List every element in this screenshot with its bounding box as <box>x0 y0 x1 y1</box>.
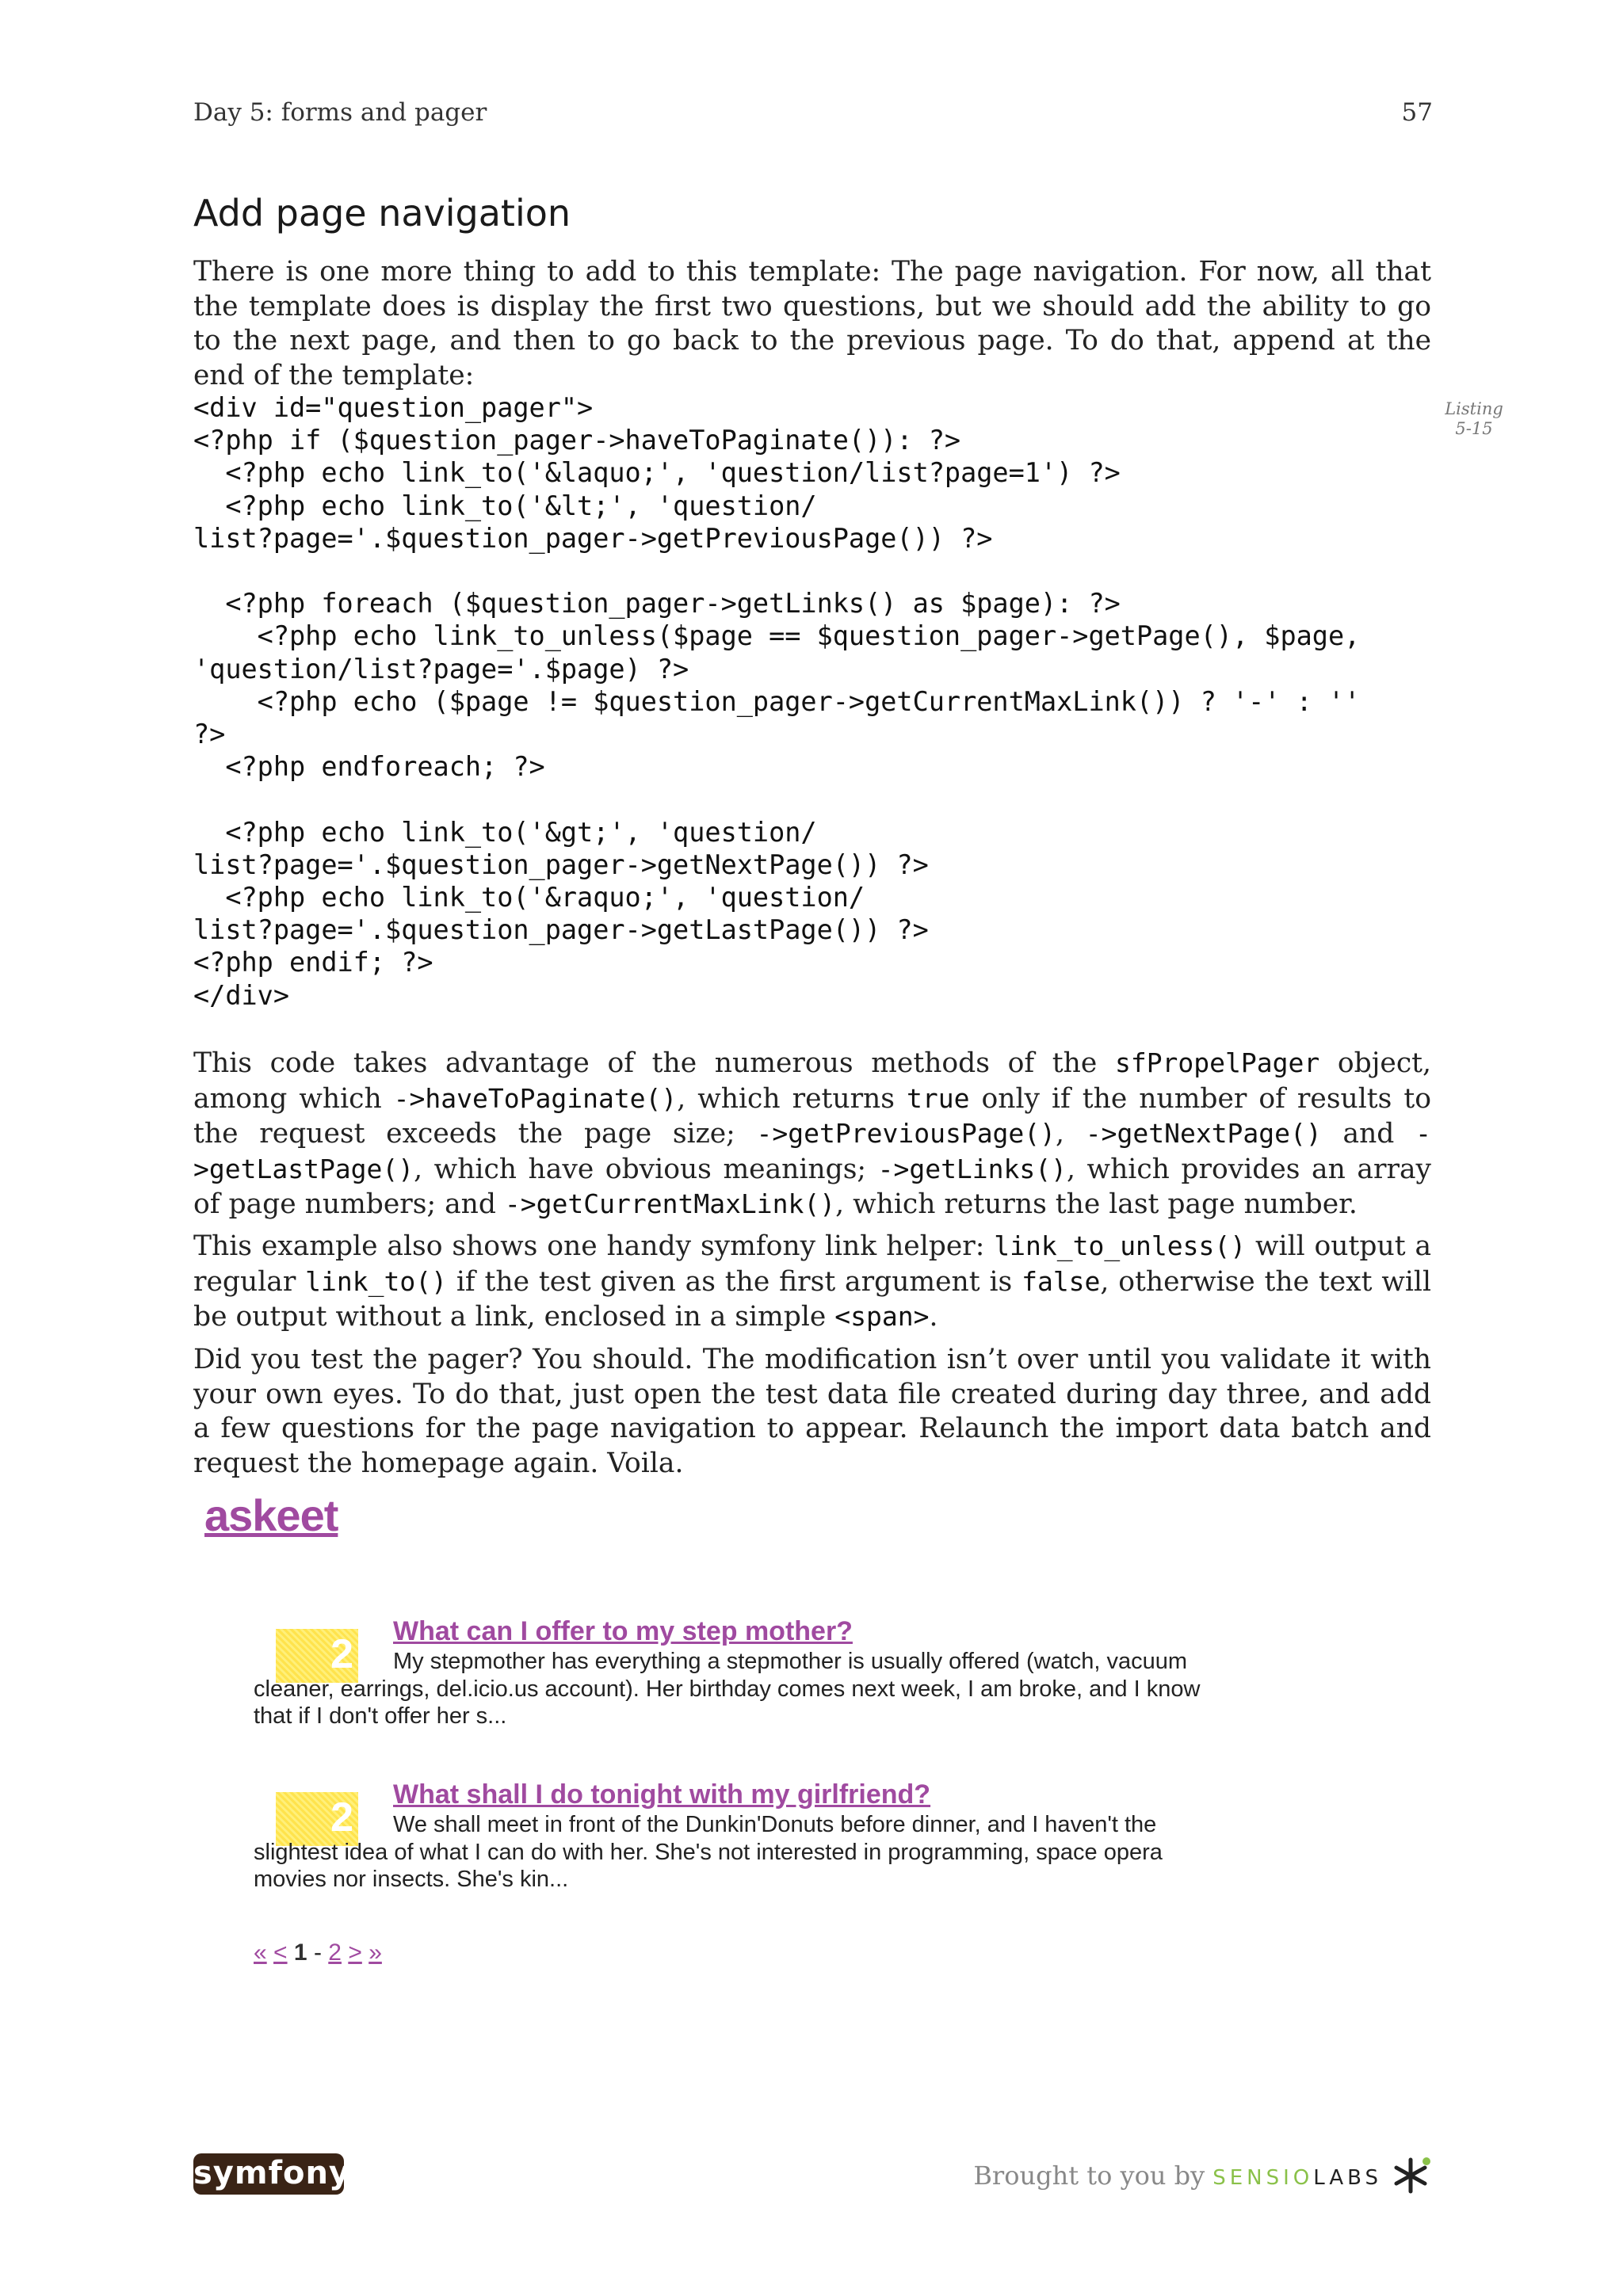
pager <box>254 1939 382 1966</box>
paragraph-test-pager: Did you test the pager? You should. The modification isn’t over until you validate it with your own eyes. To do that, just open the test data file created during day three, and add a few questions for the page navigation to appear. Relaunch the import data batch and request the homepage again. Voila. <box>193 1344 1431 1479</box>
vote-badge: 2 <box>276 1792 358 1846</box>
question-title-link[interactable]: What shall I do tonight with my girlfriend? <box>393 1779 931 1810</box>
code-listing: <div id="question_pager"> <?php if ($question_pager->haveToPaginate()): ?> <?php echo link_to('&laquo;', 'question/list?page=1') ?> <?php echo link_to('&lt;', 'question/ list?page='.$question_pager->getPreviousPage()) ?> <?php foreach ($question_pager->getLinks() as $page): ?> <?php echo link_to_unless($page == $question_pager->getPage(), $page, 'question/list?page='.$page) ?> <?php echo ($page != $question_pager->getCurrentMaxLink()) ? '-' : '' ?> <?php endforeach; ?> <?php echo link_to('&gt;', 'question/ list?page='.$question_pager->getNextPage()) ?> <?php echo link_to('&raquo;', 'question/ list?page='.$question_pager->getLastPage()) ?> <?php endif; ?> </div> <box>193 392 1361 1011</box>
paragraph-link-helper: This example also shows one handy symfony link helper: link_to_unless() will output a regular link_to() if the test given as the first argument is false, otherwise the text will be output without a link, enclosed in a simple <span>. <box>193 1230 1432 1333</box>
vote-badge: 2 <box>276 1629 358 1683</box>
brought-by-text: Brought to you by <box>973 2161 1205 2191</box>
section-title: Add page navigation <box>193 192 571 235</box>
question-item <box>254 1616 1220 1735</box>
pager-separator: - <box>313 1939 322 1966</box>
paragraph-methods: This code takes advantage of the numerous methods of the sfPropelPager object, among which ->haveToPaginate(), which returns true only if the number of results to the request exceeds the page size; ->getPreviousPage(), ->getNextPage() and ->getLastPage(), which have obvious meanings; ->getLinks(), which provides an array of page numbers; and ->getCurrentMaxLink(), which returns the last page number. <box>193 1047 1432 1220</box>
pager-next-link[interactable]: > <box>348 1939 362 1966</box>
listing-label: Listing 5-15 <box>1445 399 1503 438</box>
question-body: We shall meet in front of the Dunkin'Donuts before dinner, and I haven't the slightest idea of what I can do with her. She's not interested in programming, space opera movies nor insects. She's kin... <box>254 1812 1163 1892</box>
sensiolabs-logo: SENSIOLABS <box>1212 2166 1382 2190</box>
question-title-link[interactable]: What can I offer to my step mother? <box>393 1616 853 1646</box>
footer-credit <box>973 2155 1431 2196</box>
symfony-logo: symfony <box>193 2153 344 2195</box>
pager-current-page: 1 <box>293 1939 307 1966</box>
sensiolabs-star-icon <box>1390 2155 1431 2196</box>
askeet-logo[interactable]: askeet <box>204 1490 338 1540</box>
pager-page-2-link[interactable]: 2 <box>328 1939 342 1966</box>
pager-last-link[interactable]: » <box>369 1939 382 1966</box>
question-body: My stepmother has everything a stepmother is usually offered (watch, vacuum cleaner, earrings, del.icio.us account). Her birthday comes next week, I am broke, and I know that if I don't offer her s... <box>254 1649 1201 1729</box>
question-item <box>254 1779 1220 1898</box>
pager-first-link[interactable]: « <box>254 1939 267 1966</box>
pager-prev-link[interactable]: < <box>273 1939 288 1966</box>
page-number: 57 <box>1401 98 1433 127</box>
intro-paragraph: There is one more thing to add to this template: The page navigation. For now, all that the template does is display the first two questions, but we should add the ability to go to the next page, and then to go back to the previous page. To do that, append at the end of the template: <box>193 256 1431 391</box>
chapter-header: Day 5: forms and pager <box>193 98 487 127</box>
